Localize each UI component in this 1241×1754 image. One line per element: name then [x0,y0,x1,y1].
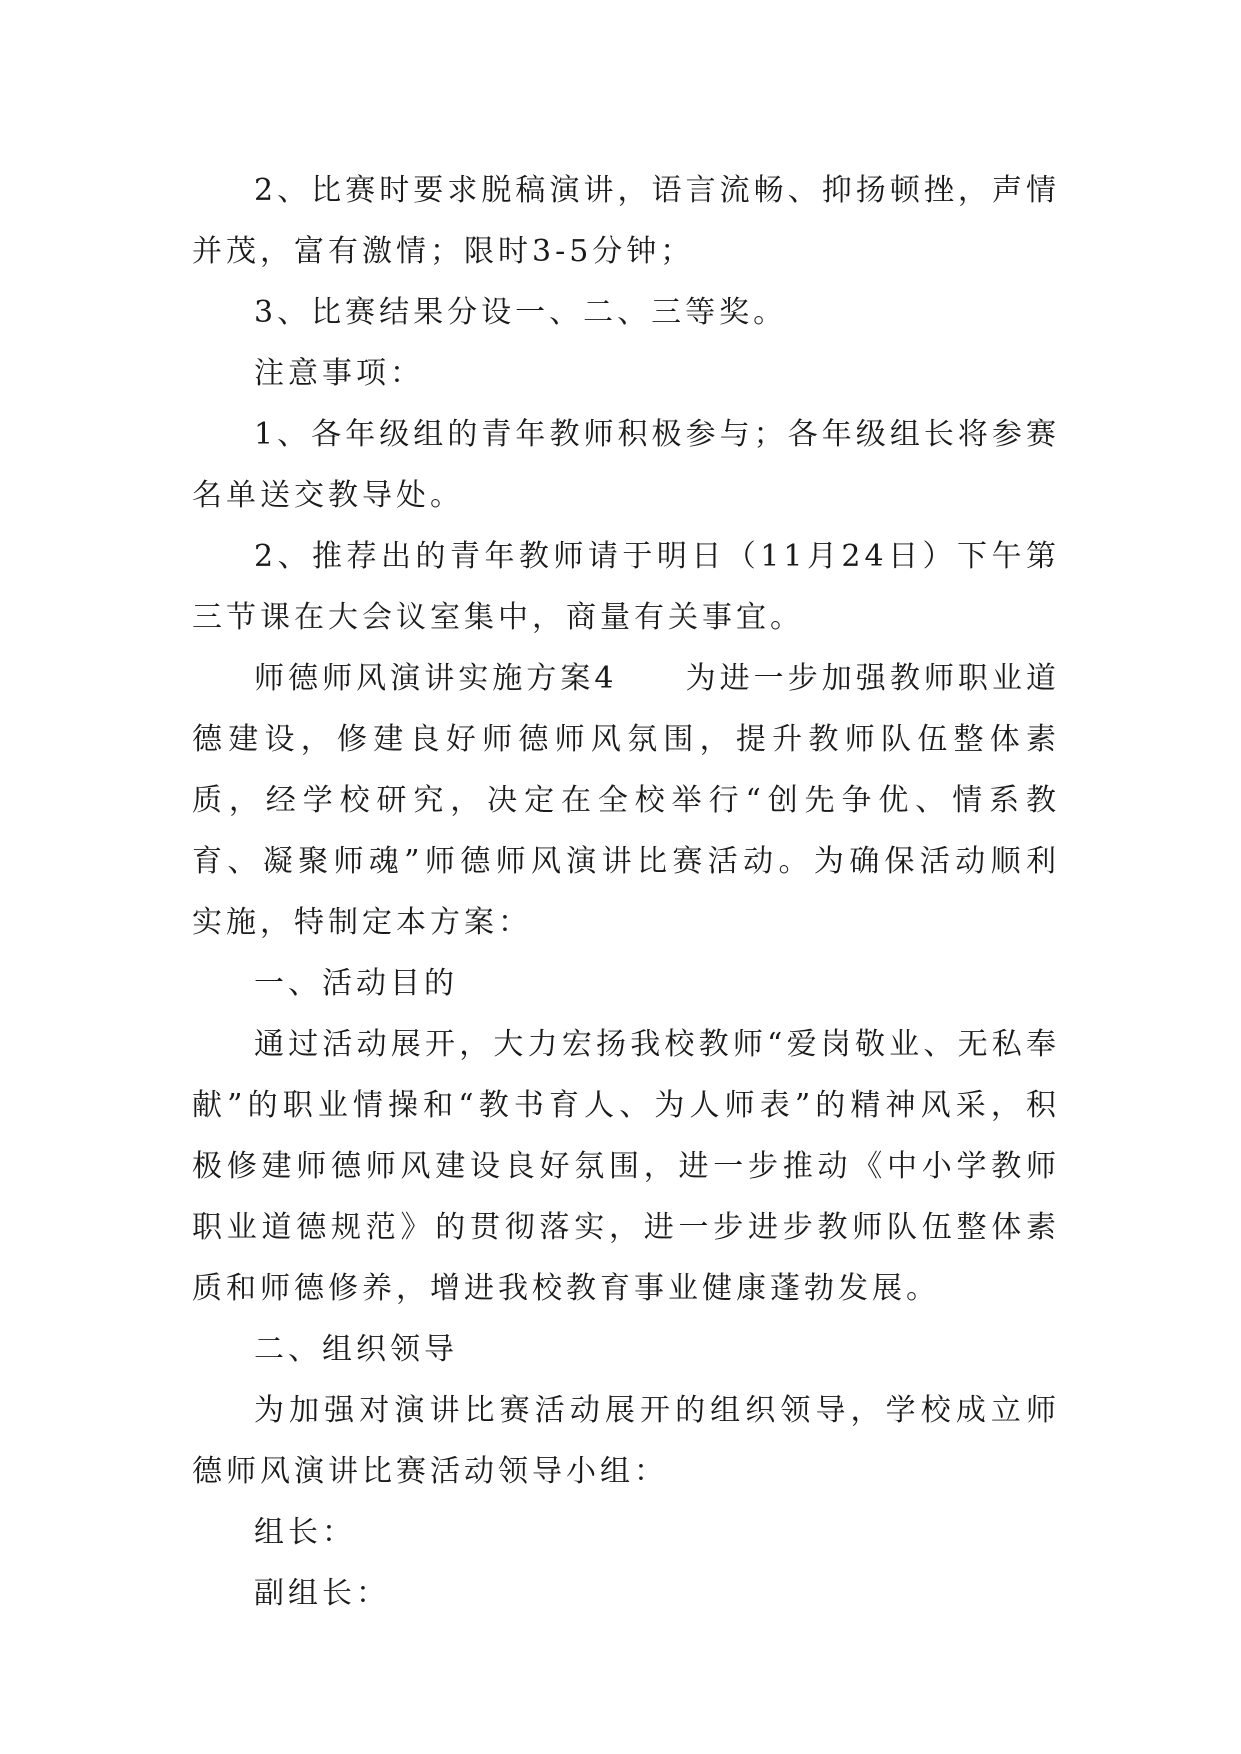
paragraph-notes-heading: 注意事项： [254,356,424,391]
paragraph-plan-4-intro: 师德师风演讲实施方案4 为进一步加强教师职业道德建设，修建良好师德师风氛围，提升教师队伍整体素质，经学校研究，决定在全校举行“创先争优、情系教育、凝聚师魂”师德师风演讲比赛活动。为确保活动顺利实施，特制定本方案： [192,661,1060,940]
paragraph-note-2: 2、推荐出的青年教师请于明日（11月24日）下午第三节课在大会议室集中，商量有关事宜。 [192,539,1060,635]
paragraph-competition-requirement: 2、比赛时要求脱稿演讲，语言流畅、抑扬顿挫，声情并茂，富有激情；限时3-5分钟； [192,173,1060,269]
section-heading-leadership: 二、组织领导 [254,1332,458,1367]
paragraph-awards: 3、比赛结果分设一、二、三等奖。 [254,295,788,330]
paragraph-purpose: 通过活动展开，大力宏扬我校教师“爱岗敬业、无私奉献”的职业情操和“教书育人、为人师表”的精神风采，积极修建师德师风建设良好氛围，进一步推动《中小学教师职业道德规范》的贯彻落实，进一步进步教师队伍整体素质和师德修养，增进我校教育事业健康蓬勃发展。 [192,1027,1060,1306]
paragraph-deputy-leader: 副组长： [254,1576,390,1611]
paragraph-leadership: 为加强对演讲比赛活动展开的组织领导，学校成立师德师风演讲比赛活动领导小组： [192,1393,1060,1489]
document-page [192,160,1060,1624]
paragraph-note-1: 1、各年级组的青年教师积极参与；各年级组长将参赛名单送交教导处。 [192,417,1060,513]
paragraph-team-leader: 组长： [254,1515,356,1550]
section-heading-purpose: 一、活动目的 [254,966,458,1001]
